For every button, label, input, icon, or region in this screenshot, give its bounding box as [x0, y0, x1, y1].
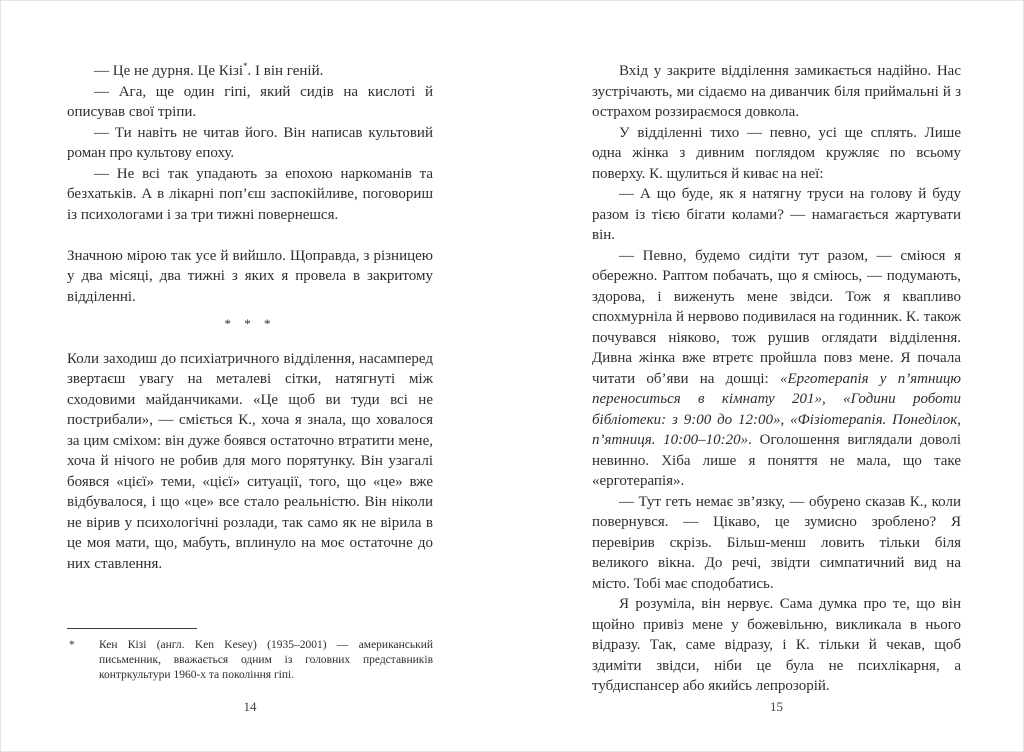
paragraph [592, 123, 961, 185]
section-separator: * * * [224, 316, 276, 331]
text-run: — А що буде, як я натягну труси на голову й буду разом із тією бігати колами? — намагається жартувати він. [592, 186, 961, 243]
text-run: — Це не дурня. Це Кізі [94, 63, 243, 79]
text-run: . Оголошення виглядали доволі невинно. Хіба лише я поняття не мала, що таке «ерготерапія». [592, 432, 961, 489]
paragraph [592, 594, 961, 697]
page-number-right: 15 [770, 699, 783, 714]
text-run: У відділенні тихо — певно, усі ще сплять. Лише одна жінка з дивним поглядом кружляє по всьому поверху. К. щулиться й киває на неї: [592, 124, 961, 182]
footnote-marker: * [69, 639, 75, 651]
paragraph [67, 123, 433, 164]
paragraph [67, 61, 433, 82]
right-page-text [592, 61, 961, 697]
right-page [512, 1, 1023, 751]
italic-run: «Ерготерапія у п’ятницю переноситься в кімнату 201», «Години роботи бібліотеки: з 9:00 до 12:00», «Фізіотерапія. Понеділок, п’ятниця. 10:00–10:20» [592, 370, 962, 448]
text-run: — Тут геть немає зв’язку, — обурено сказав К., коли повернувся. — Цікаво, це зумисно зроблено? Я перевірив скрізь. Більш-менш ловить тільки біля великого вікна. До речі, звідти симпатичний вид на місто. Тобі має сподобатись. [592, 493, 961, 592]
left-page [1, 1, 512, 751]
paragraph [592, 246, 961, 492]
footnote-text: Кен Кізі (англ. Ken Kesey) (1935–2001) — американський письменник, вважається одним із головних представників контркультури 1960-х та покоління гіпі. [99, 639, 433, 681]
footnote-reference: * [243, 61, 248, 71]
paragraph [67, 246, 433, 308]
text-run: — Ага, ще один гіпі, який сидів на кислоті й описував свої тріпи. [67, 83, 433, 120]
paragraph [592, 184, 961, 246]
left-page-text [67, 61, 433, 574]
footnote-block [67, 628, 433, 683]
text-run: Вхід у закрите відділення замикається надійно. Нас зустрічають, ми сідаємо на диванчик біля приймальні й з острахом роззираємося довкола. [592, 63, 961, 120]
text-run: — Не всі так упадають за епохою наркоманів та безхатьків. А в лікарні поп’єш заспокійливе, поговориш із психологами і за три тижні повернешся. [67, 165, 433, 223]
text-run: — Ти навіть не читав його. Він написав культовий роман про культову епоху. [67, 124, 433, 161]
paragraph [67, 164, 433, 226]
text-run: Коли заходиш до психіатричного відділення, насамперед звертаєш увагу на металеві сітки, натягнуті між сходовими майданчиками. «Це щоб ви туди всі не пострибали», — сміється К., хоча я знала, що ховалося за цим сміхом: він дуже боявся остаточно втратити мене, хоча й нічого не робив для мого порятунку. Він узагалі боявся «цієї» теми, «цієї» ситуації, того, що «це» вже відбувалося, і що «це» все стало реальністю. Він ніколи не вірив у психологічні розлади, так само як не вірила в це моя мати, що, мабуть, вплинуло на моє остаточне до них ставлення. [67, 350, 433, 572]
text-run: — Певно, будемо сидіти тут разом, — сміюся я обережно. Раптом побачать, що я сміюсь, — подумають, здорова, і виженуть мене звідси. Тож я квапливо спохмурніла й нервово подивилася на годинник. К. також почувався ніяково, тож рушив оглядати відділення. Дивна жінка вже втретє пройшла повз мене. Я почала читати об’яви на дошці: [592, 247, 961, 387]
paragraph [592, 492, 961, 595]
paragraph [592, 61, 961, 123]
footnote-divider [67, 628, 197, 629]
paragraph [67, 349, 433, 575]
footnote [67, 638, 433, 683]
text-run: Значною мірою так усе й вийшло. Щоправда, з різницею у два місяці, два тижні з яких я провела в закритому відділенні. [67, 247, 433, 305]
text-run: . І він геній. [247, 63, 324, 79]
paragraph [67, 82, 433, 123]
text-run: Я розуміла, він нервує. Сама думка про те, що він щойно привіз мене у божевільню, викликала в нього відразу. Так, саме відразу, і К. тільки й чекав, щоб здиміти звідси, ніби це була не психлікарня, а тубдиспансер або якийсь лепрозорій. [592, 596, 961, 694]
page-number-left: 14 [243, 699, 257, 714]
